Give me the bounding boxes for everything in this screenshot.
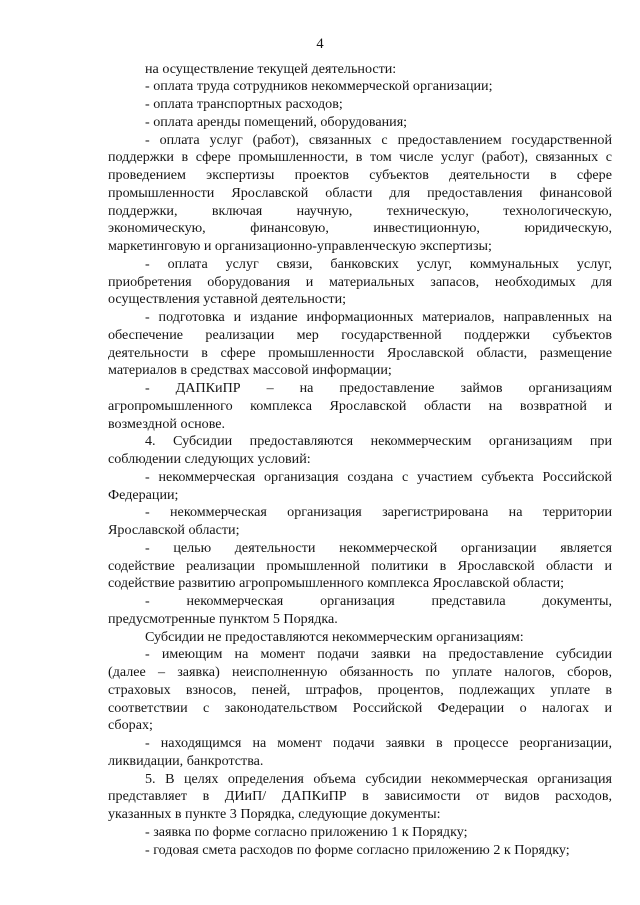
text-line: содействие развитию агропромышленного комплекса Ярославской области; <box>108 575 565 592</box>
text-line: осуществления уставной деятельности; <box>108 291 347 308</box>
text-line: - оплата услуг связи, банковских услуг, коммунальных услуг, <box>145 255 612 272</box>
text-line: - оплата транспортных расходов; <box>145 96 343 112</box>
text-line: - находящимся на момент подачи заявки в процессе реорганизации, <box>145 735 612 751</box>
text-line: указанных в пункте 3 Порядка, следующие документы: <box>108 806 441 822</box>
text-line: Федерации; <box>108 486 179 503</box>
text-line: ликвидации, банкротства. <box>108 752 264 769</box>
text-line: - имеющим на момент подачи заявки на предоставление субсидии <box>145 646 612 663</box>
text-line: приобретения оборудования и материальных запасов, необходимых для <box>108 273 612 290</box>
text-line: сборах; <box>108 717 153 734</box>
text-line: обеспечение реализации мер государственной поддержки субъектов <box>108 326 612 343</box>
text-line: соблюдении следующих условий: <box>108 451 311 467</box>
text-line: - оплата услуг (работ), связанных с предоставлением государственной <box>145 131 612 148</box>
text-line: поддержки в сфере промышленности, в том числе услуг (работ), связанных с <box>108 149 612 166</box>
text-line: Ярославской области; <box>108 522 240 538</box>
text-line: поддержки, включая научную, техническую, технологическую, <box>108 202 612 219</box>
text-line: - некоммерческая организация создана с участием субъекта Российской <box>145 468 612 485</box>
text-line: на осуществление текущей деятельности: <box>145 60 397 77</box>
page-number: 4 <box>316 36 324 52</box>
text-line: возмездной основе. <box>108 415 226 432</box>
document-body <box>108 61 612 860</box>
text-line: 5. В целях определения объема субсидии некоммерческая организация <box>145 770 612 787</box>
text-line: (далее – заявка) неисполненную обязанность по уплате налогов, сборов, <box>108 664 612 680</box>
text-line: агропромышленного комплекса Ярославской области на возвратной и <box>108 397 612 414</box>
text-line: - целью деятельности некоммерческой организации является <box>145 539 612 556</box>
text-line: - оплата аренды помещений, оборудования; <box>145 113 408 130</box>
text-line: страховых взносов, пеней, штрафов, процентов, подлежащих уплате в <box>108 681 612 698</box>
text-line: содействие реализации промышленной политики в Ярославской области и <box>108 557 612 574</box>
text-line: - некоммерческая организация зарегистрирована на территории <box>145 504 612 521</box>
text-line: промышленности Ярославской области для предоставления финансовой <box>108 184 612 201</box>
text-line: представляет в ДИиП/ ДАПКиПР в зависимости от видов расходов, <box>108 788 612 805</box>
text-line: 4. Субсидии предоставляются некоммерческим организациям при <box>145 433 612 450</box>
text-line: - оплата труда сотрудников некоммерческой организации; <box>145 78 493 95</box>
text-line: предусмотренные пунктом 5 Порядка. <box>108 610 338 627</box>
text-line: деятельности в сфере промышленности Ярославской области, размещение <box>108 344 612 361</box>
text-line: маркетинговую и организационно-управленческую экспертизы; <box>108 238 492 254</box>
text-line: экономическую, финансовую, инвестиционную, юридическую, <box>108 220 612 237</box>
text-line: - подготовка и издание информационных материалов, направленных на <box>145 309 612 325</box>
text-line: Субсидии не предоставляются некоммерческим организациям: <box>145 628 524 645</box>
text-line: соответствии с законодательством Российской Федерации о налогах и <box>108 699 612 716</box>
text-line: - годовая смета расходов по форме согласно приложению 2 к Порядку; <box>145 841 570 858</box>
text-line: - заявка по форме согласно приложению 1 к Порядку; <box>145 823 468 840</box>
text-line: материалов в средствах массовой информации; <box>108 362 392 379</box>
text-line: - некоммерческая организация представила документы, <box>145 593 612 609</box>
text-line: проведением экспертизы проектов субъектов деятельности в сфере <box>108 167 612 183</box>
text-line: - ДАПКиПР – на предоставление займов организациям <box>145 380 612 396</box>
